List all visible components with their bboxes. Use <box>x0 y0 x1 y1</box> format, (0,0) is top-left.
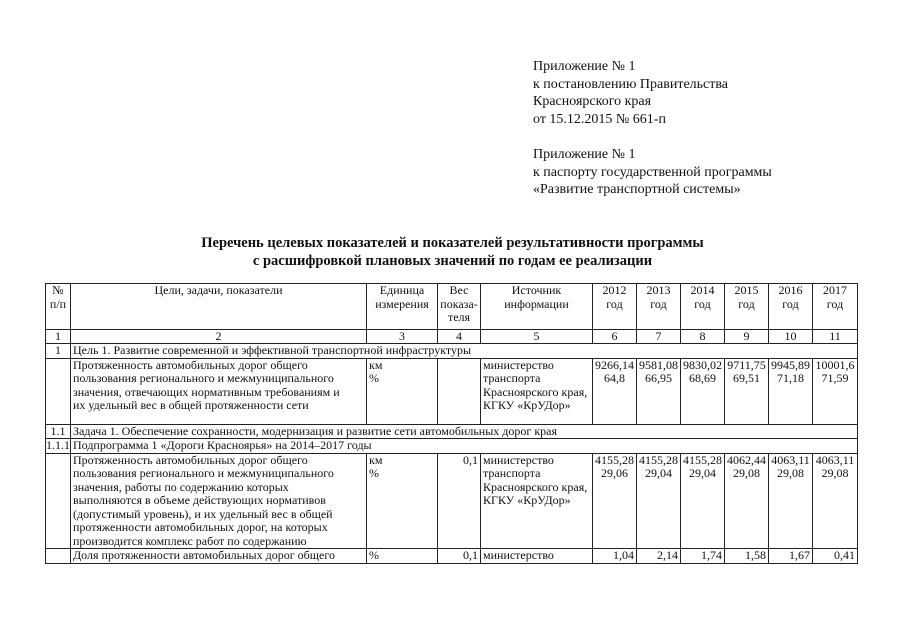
year-suffix: год <box>826 296 844 311</box>
header-line: к постановлению Правительства <box>533 76 729 92</box>
indicator-source <box>481 453 593 549</box>
year-label: 2014 <box>690 283 715 297</box>
value-pct: 68,69 <box>689 371 716 385</box>
value-km: 4062,44 <box>727 453 766 467</box>
subprogram-text: Подпрограмма 1 «Дороги Красноярья» на 2014–2017 годы <box>71 439 858 454</box>
col-number: 7 <box>637 330 681 344</box>
value-km: 9711,75 <box>727 358 766 372</box>
year-label: 2016 <box>778 283 803 297</box>
header-line: к паспорту государственной программы <box>533 164 772 180</box>
indicator-weight <box>438 358 481 424</box>
header-num-line: п/п <box>49 296 67 311</box>
table-header-row <box>46 284 858 330</box>
year-suffix: год <box>650 296 667 311</box>
title-line: с расшифровкой плановых значений по годам ее реализации <box>252 253 653 269</box>
indicator-line: производится комплекс работ по содержанию <box>73 533 307 548</box>
source-line: КГКУ «КрУДор» <box>483 398 571 412</box>
year-suffix: год <box>694 296 711 311</box>
value-pct: 66,95 <box>645 371 672 385</box>
header-unit <box>367 284 438 330</box>
indicator-line: выполняются в объеме действующих нормативов <box>73 493 326 507</box>
header-line: Приложение № 1 <box>533 147 636 162</box>
value-km: 9581,08 <box>639 358 678 372</box>
value-2016 <box>769 453 813 549</box>
indicator-source: министерство <box>481 549 593 564</box>
indicator-units <box>367 453 438 549</box>
year-suffix: год <box>606 296 623 311</box>
source-line: КГКУ «КрУДор» <box>483 493 571 507</box>
col-number: 9 <box>725 330 769 344</box>
value-2017 <box>813 453 858 549</box>
column-number-row <box>46 330 858 344</box>
year-label: 2017 <box>823 283 847 297</box>
indicator-line: значения, работы по содержанию которых <box>73 479 289 494</box>
header-year-2013 <box>637 284 681 330</box>
col-number: 2 <box>71 330 367 344</box>
indicator-units <box>367 358 438 424</box>
value-pct: 64,8 <box>604 371 625 385</box>
task-num: 1.1 <box>46 424 71 439</box>
col-number: 8 <box>681 330 725 344</box>
appendix-header-passport <box>533 146 772 199</box>
source-line: министерство <box>483 358 554 372</box>
header-year-2017 <box>813 284 858 330</box>
header-unit-line: измерения <box>375 296 429 311</box>
title-line: Перечень целевых показателей и показателей результативности программы <box>201 235 704 251</box>
col-number: 11 <box>813 330 858 344</box>
value-2015: 1,58 <box>725 549 769 564</box>
header-source-line: Источник <box>511 283 562 297</box>
header-goals: Цели, задачи, показатели <box>71 284 367 330</box>
indicator-line: значения, отвечающих нормативным требованиям и <box>73 384 340 399</box>
value-2013 <box>637 453 681 549</box>
value-2017: 0,41 <box>813 549 858 564</box>
indicator-weight: 0,1 <box>438 453 481 549</box>
col-number: 6 <box>593 330 637 344</box>
task-text: Задача 1. Обеспечение сохранности, модернизация и развитие сети автомобильных дорог края <box>71 424 858 439</box>
col-number: 5 <box>481 330 593 344</box>
value-pct: 29,08 <box>821 466 849 480</box>
col-number: 10 <box>769 330 813 344</box>
value-2017 <box>813 358 858 424</box>
indicator-weight: 0,1 <box>438 549 481 564</box>
value-pct: 71,59 <box>821 371 849 385</box>
indicator-line: протяженности автомобильных дорог, на которых <box>73 520 328 534</box>
source-line: транспорта <box>483 371 541 385</box>
value-pct: 29,06 <box>601 466 628 480</box>
indicator-row-1 <box>46 358 858 424</box>
indicator-row-3 <box>46 549 858 564</box>
value-2012 <box>593 358 637 424</box>
value-pct: 29,04 <box>645 466 672 480</box>
source-line: Красноярского края, <box>483 479 588 494</box>
header-unit-line: Единица <box>379 283 425 297</box>
indicator-text <box>71 453 367 549</box>
header-line: Красноярского края <box>533 94 652 109</box>
subprogram-num: 1.1.1 <box>46 438 70 452</box>
year-label: 2012 <box>602 283 627 297</box>
task-row <box>46 424 858 439</box>
value-2013: 2,14 <box>637 549 681 564</box>
year-suffix: год <box>738 296 755 311</box>
indicators-table <box>45 283 858 564</box>
unit-km: км <box>369 453 383 467</box>
value-km: 9266,14 <box>595 358 634 372</box>
header-source <box>481 284 593 330</box>
appendix-header-resolution <box>533 58 728 128</box>
source-line: Красноярского края, <box>483 384 588 399</box>
value-km: 4155,28 <box>639 453 678 467</box>
year-label: 2015 <box>734 283 759 297</box>
source-line: транспорта <box>483 466 541 480</box>
header-weight-line: Вес <box>449 283 469 297</box>
source-line: министерство <box>483 453 554 467</box>
indicator-line: пользования регионального и межмуниципального <box>73 371 334 385</box>
indicator-line: Протяженность автомобильных дорог общего <box>73 453 308 467</box>
unit-pct: % <box>369 371 379 385</box>
header-weight-line: показа- <box>440 296 478 311</box>
value-km: 9830,02 <box>683 358 722 372</box>
value-2015 <box>725 358 769 424</box>
header-line: от 15.12.2015 № 661-п <box>533 111 666 127</box>
value-2015 <box>725 453 769 549</box>
year-label: 2013 <box>646 283 671 297</box>
value-pct: 29,08 <box>733 466 760 480</box>
value-pct: 69,51 <box>733 371 760 385</box>
value-2014: 1,74 <box>681 549 725 564</box>
goal-row <box>46 344 858 359</box>
goal-num: 1 <box>46 344 71 359</box>
header-weight-line: теля <box>447 310 471 324</box>
header-weight <box>438 284 481 330</box>
value-pct: 71,18 <box>777 371 804 385</box>
value-km: 10001,6 <box>815 358 855 372</box>
value-pct: 29,04 <box>689 466 716 480</box>
header-year-2012 <box>593 284 637 330</box>
header-year-2016 <box>769 284 813 330</box>
value-km: 4155,28 <box>683 453 722 467</box>
value-km: 4063,11 <box>815 453 855 467</box>
value-2016 <box>769 358 813 424</box>
indicator-text: Доля протяженности автомобильных дорог общего <box>71 549 367 564</box>
header-line: «Развитие транспортной системы» <box>533 182 741 197</box>
value-pct: 29,08 <box>777 466 804 480</box>
subprogram-row <box>46 439 858 454</box>
indicator-num <box>46 549 71 564</box>
col-number: 1 <box>46 330 71 344</box>
header-source-line: информации <box>504 296 569 311</box>
indicator-line: их удельный вес в общей протяженности сети <box>73 398 309 412</box>
document-title <box>0 234 905 270</box>
value-2014 <box>681 358 725 424</box>
header-line: Приложение № 1 <box>533 59 636 74</box>
indicator-line: (допустимый уровень), и их удельный вес в общей <box>73 506 333 521</box>
indicator-unit: % <box>367 549 438 564</box>
value-2012: 1,04 <box>593 549 637 564</box>
indicator-num <box>46 358 71 424</box>
unit-km: км <box>369 358 383 372</box>
col-number: 4 <box>438 330 481 344</box>
indicator-text <box>71 358 367 424</box>
value-2013 <box>637 358 681 424</box>
value-km: 4155,28 <box>595 453 634 467</box>
unit-pct: % <box>369 466 379 480</box>
header-num <box>46 284 71 330</box>
indicator-line: Протяженность автомобильных дорог общего <box>73 358 308 372</box>
indicator-row-2 <box>46 453 858 549</box>
header-year-2014 <box>681 284 725 330</box>
header-year-2015 <box>725 284 769 330</box>
value-2012 <box>593 453 637 549</box>
indicator-num <box>46 453 71 549</box>
indicator-line: пользования регионального и межмуниципального <box>73 466 334 480</box>
goal-text: Цель 1. Развитие современной и эффективной транспортной инфраструктуры <box>71 344 858 359</box>
year-suffix: год <box>782 296 799 311</box>
indicator-source <box>481 358 593 424</box>
value-2014 <box>681 453 725 549</box>
value-km: 4063,11 <box>771 453 810 467</box>
value-2016: 1,67 <box>769 549 813 564</box>
value-km: 9945,89 <box>771 358 810 372</box>
col-number: 3 <box>367 330 438 344</box>
header-num-line: № <box>52 283 64 297</box>
